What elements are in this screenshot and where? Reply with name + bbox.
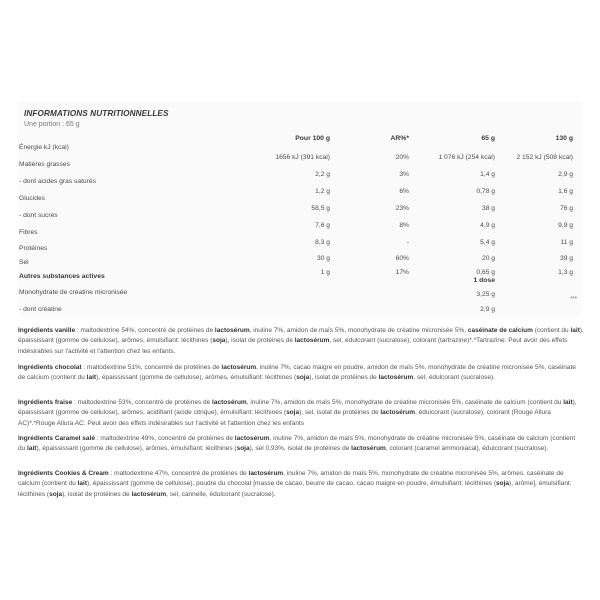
row-value: 38 g [481,205,495,212]
row-value: 4,9 g [480,222,495,229]
allergen-text: lactosérum [248,470,284,477]
footnote-mark: *** [570,296,577,303]
allergen-text: soja [296,374,310,382]
row-label: Monohydrate de créatine micronisée [19,289,128,296]
row-value: 20% [395,154,409,161]
row-value: 0,65 g [476,269,495,276]
ingredient-text: ), épaississant (gomme de cellulose), arômes, acidifiant (acide citrique), émulsifiant: lécithines ( [18,399,577,417]
row-value: 60% [395,255,409,262]
ingredient-text: (contient du [532,327,571,334]
ingredient-text: , sel, cannelle, édulcorant (sucralose). [166,490,276,498]
allergen-text: lactosérum [294,337,330,345]
row-value: 23% [395,205,409,212]
allergen-text: lactosérum [234,435,270,442]
row-value: 2,9 g [558,171,573,178]
ingredient-text: , inuline 7%, amidon de maïs 5%, monohydrate de créatine micronisée 5%, caséinate de calcium (contient du [246,399,564,406]
ingredient-text: , colorant (caramel ammoniacal), édulcorant (sucralose). [385,445,549,453]
row-value: 30 g [316,255,330,262]
row-value: 2,9 g [480,306,495,313]
ingredient-text: : maltodextrine 51%, concentré de protéines de [81,364,222,371]
ingredient-text: : maltodextrine 53%, concentré de protéines de [72,399,213,406]
row-value: 3,25 g [476,291,495,298]
row-value: 7,6 g [315,222,330,229]
allergen-text: soja [286,409,300,417]
row-value: 17% [395,269,409,276]
ingredient-text: ), sel 0,93%, isolat de protéines de [249,445,352,453]
ingredients-title: Ingrédients chocolat [18,364,82,371]
ingredients-paragraph [18,363,584,384]
other-substances-label: Autres substances actives [19,273,105,280]
row-value: 11 g [560,239,573,246]
ingredients-paragraph [18,469,584,500]
ingredient-text: , inuline 7%, amidon de maïs 5%, monohydrate de créatine micronisée 5%, [249,327,468,334]
row-value: 2 152 kJ (508 kcal) [516,154,573,161]
ingredients-title: Ingrédients Caramel salé [18,435,95,442]
allergen-text: lactosérum [380,409,416,417]
allergen-text: lait [570,327,580,334]
ingredient-text: ), isolat de protéines de [225,337,295,345]
ingredients-title: Ingrédients Cookies & Cream [18,470,109,477]
dose-header: 1 dose [473,277,495,284]
row-label: - dont acides gras saturés [19,178,96,185]
allergen-text: lactosérum [131,490,167,498]
row-value: 8% [399,222,409,229]
allergen-text: lactosérum [378,374,414,382]
row-value: - [406,239,409,246]
ingredient-text: , sel, édulcorant (sucralose). [413,374,495,382]
row-value: 76 g [559,205,573,212]
ingredient-text: ), épaississant (gomme de cellulose), poudre du chocolat [masse de cacao, beurre de cacao, cacao maigre en poudre, émulsifiant: lécithines ( [87,480,497,488]
allergen-text: lait [86,374,97,382]
row-value: 39 g [559,255,573,262]
table-row [19,306,581,326]
row-value: 5,4 g [480,239,495,246]
row-value: 1,3 g [558,269,573,276]
row-value: 1,4 g [480,171,495,178]
ingredient-text: , inuline 7%, amidon de maïs 5%, monohydrate de créatine micronisée 5%, arômes, caséinate de calcium (contient du [18,470,564,488]
row-label: Fibres [19,229,38,236]
row-value: 1656 kJ (391 kcal) [275,154,330,161]
ingredient-text: ), épaississant (gomme de cellulose), arômes, émulsifiant: lécithines ( [96,374,297,382]
header-130g: 130 g [555,135,573,142]
ingredient-text: ), sel, isolat de protéines de [299,409,381,417]
allergen-text: lait [77,480,88,488]
allergen-text: lactosérum [214,327,250,334]
row-label: Énergie kJ (kcal) [19,144,69,151]
allergen-text: soja [496,480,510,488]
ingredient-text: , inuline 7%, amidon de maïs 5%, monohydrate de créatine micronisée 5%, caséinate de calcium (contient du [18,435,576,453]
header-per-100g: Pour 100 g [295,135,330,142]
ingredients-paragraph [18,398,584,429]
row-value: 58,5 g [311,205,330,212]
allergen-text: soja [236,445,250,453]
allergen-text: caséinate de calcium [467,327,533,334]
row-label: Matières grasses [19,161,70,168]
ingredients-title: Ingrédients fraise [18,399,73,406]
ingredients-paragraph [18,434,584,455]
ingredient-text: , édulcorant (sucralose), colorant (Rouge Allura AC)*.*Rouge Allura AC: Peut avoir des effets indésirables sur l'activité et l'attention chez les enfants [18,409,551,427]
row-value: 0,78 g [476,188,495,195]
row-value: 2,2 g [315,171,330,178]
row-value: 1 g [320,269,330,276]
row-label: Glucides [19,195,46,202]
header-65g: 65 g [481,135,495,142]
ingredient-text: : maltodextrine 49%, concentré de protéines de [94,435,235,442]
ingredient-text: ), arôme], émulsifiant: lécithines ( [18,480,572,498]
row-value: 3% [399,171,409,178]
allergen-text: soja [49,490,63,498]
allergen-text: lait [27,445,37,453]
row-value: 1,2 g [315,188,330,195]
ingredient-text: : maltodextrine 54%, concentré de protéines de [75,327,215,334]
allergen-text: lactosérum [221,364,257,371]
row-label: - dont créatine [19,306,62,313]
ingredient-text: ), isolat de protéines de [62,490,132,498]
ingredient-text: ), épaississant (gomme de cellulose), arômes, émulsifiant: lécithines ( [18,327,584,345]
row-value: 1,6 g [558,188,573,195]
ingredients-title: Ingrédients vanille [18,327,76,334]
row-label: Protéines [19,245,48,252]
ingredient-text: : maltodextrine 47%, concentré de protéines de [108,470,249,477]
ingredient-text: , sel, édulcorant (sucralose), colorant (tartrazine)*.*Tartrazine: Peut avoir des effets indésirables sur l'activité et l'attention chez les enfants. [18,337,568,355]
allergen-text: lactosérum [351,445,386,453]
row-value: 8,3 g [315,239,330,246]
nutrition-title: INFORMATIONS NUTRITIONNELLES [24,109,169,118]
row-label: Sel [19,259,29,266]
ingredient-text: , inuline 7%, cacao maigre en poudre, amidon de maïs 5%, monohydrate de créatine micronisée 5%, caséinate de calcium (contient du [18,364,576,382]
row-value: 20 g [481,255,495,262]
allergen-text: lactosérum [212,399,247,406]
allergen-text: soja [212,337,226,345]
row-value: 9,9 g [558,222,573,229]
portion-size: Une portion : 65 g [24,121,80,128]
allergen-text: lait [563,399,573,406]
ingredients-paragraph [18,326,584,357]
ingredient-text: ), isolat de protéines de [309,374,379,382]
header-ar: AR%* [390,135,409,142]
row-value: 6% [399,188,409,195]
row-label: - dont sucres [19,212,58,219]
ingredient-text: ), épaississant (gomme de cellulose), arômes, émulsifiant: lécithines ( [36,445,237,453]
row-value: 1 076 kJ (254 kcal) [438,154,495,161]
